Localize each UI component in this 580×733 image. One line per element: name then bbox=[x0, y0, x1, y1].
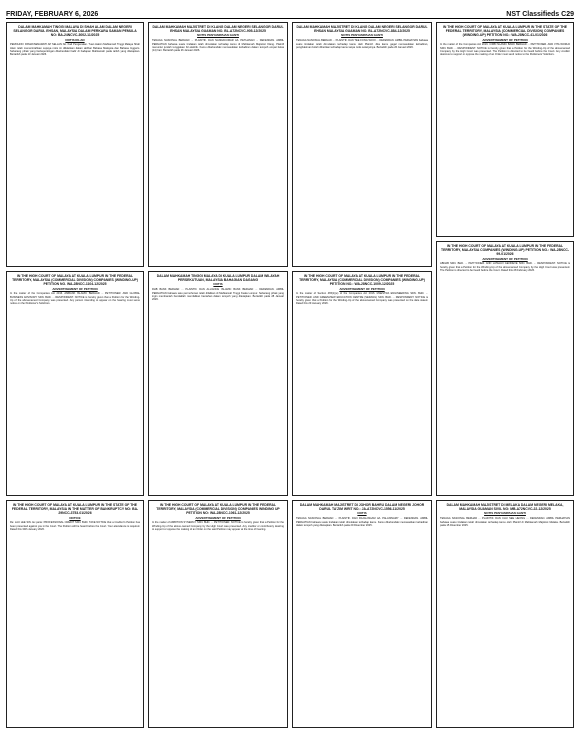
notice-body: In the matter of the Companies Act 2016. CIMB ISLAMIC BANK BERHAD ... PETITIONER. AND VITA WORLD SDN. BHD. ... RESPONDENT. NOTICE is hereby given that a Petition for the Winding-Up of the abovenamed Company by the High Court was presented. The Petition is directed to be heard before the Court. Any creditor desirous to support or oppose the making of an Order must send notice to the Petitioners' Solicitors. bbox=[440, 43, 570, 57]
page-header bbox=[6, 4, 574, 19]
legal-notice bbox=[148, 500, 288, 728]
notice-title: DALAM MAHKAMAH MAJISTRET DI JOHOR BAHRU DALAM NEGERI JOHOR DARUL TA'ZIM WRIT NO.: JA-A72NCVC-1556-11/2025 bbox=[299, 503, 425, 512]
notice-title: DALAM MAHKAMAH MAJISTRET DI KLANG DALAM NEGERI SELANGOR DARUL EHSAN MALAYSIA GUAMAN NO. BL-A72NCVC-884-12/2025 bbox=[296, 25, 428, 34]
notice-body: PEMOHON: PAMAKSENAWATI AP SELLAN No. Kad Pengenalan. Tuan Hakim Mahkamah Tinggi Malaya Shah Alam telah memerintahkan supaya notis ini diiklankan dalam akhbar Bahasa Malaysia dan Bahasa Inggeris. Sebarang pihak yang berkepentingan dikehendaki hadir di hadapan Mahkamah pada tarikh yang ditetapkan. Bertarikh pada 13 Januari 2026. bbox=[10, 43, 140, 57]
header-paper: NST Classifieds C29 bbox=[506, 11, 574, 18]
notice-title: IN THE HIGH COURT OF MALAYA AT KUALA LUMPUR IN THE STATE OF THE FEDERAL TERRITORY, MALAYSIA (COMMERCIAL DIVISION) COMPANIES (WINDING-UP) PETITION NO.: WA-28NCC-41-01/2026 bbox=[442, 25, 568, 38]
notice-body: TENAGA NASIONAL BERHAD ... PLAINTIF. DAN TEE FONG WOOI ... DEFENDAN. AMBIL PERHATIAN bahawa suatu tindakan telah dimulakan terhadap kamu oleh Plaintif. Jika kamu gagal memasukkan kehadiran, penghakiman boleh diberikan terhadap kamu tanpa notis selanjutnya. Bertarikh pada 26 Januari 2026. bbox=[296, 39, 428, 49]
notice-heading: NOTIS PENYAMPAIAN GANTI bbox=[341, 33, 383, 38]
notice-body: In the matter of the Companies Act 2016. AMBANK ISLAMIC BERHAD ... PETITIONER. AND GLOBAL BUSINESS ADVISORY SDN. BHD. ... RESPONDENT. NOTICE is hereby given that a Petition for the Winding-Up of the abovenamed Company was presented. Any person intending to appear on the hearing must serve notice on the Petitioner's Solicitors. bbox=[10, 292, 140, 306]
notice-body: In the matter of AMBITION SYNERGY SDN. BHD. ... PETITIONER. NOTICE is hereby given that a Petition for the Winding-Up of the above-named Company by the High Court was presented. Any creditor or contributory desiring to support or oppose the making of an Order on the said Petition may appear at the time of hearing. bbox=[152, 521, 284, 531]
notice-heading: NOTIS PENYAMPAIAN GANTI bbox=[484, 511, 526, 516]
notice-heading: ADVERTISEMENT OF PETITION bbox=[195, 515, 241, 520]
notice-title: DALAM MAHKAMAH TINGGI MALAYA DI KUALA LUMPUR DALAM WILAYAH PERSEKUTUAN, MALAYSIA BAHAGIAN DAGANG bbox=[156, 274, 280, 283]
legal-notice bbox=[292, 500, 432, 728]
notice-title: DALAM MAHKAMAH MAJISTRET DI MELAKA DALAM NEGERI MELAKA, MALAYSIA GUAMAN SIVIL NO: MB-A72NCVC-22-12/2025 bbox=[446, 503, 564, 512]
legal-notice bbox=[6, 22, 144, 267]
legal-notice bbox=[436, 22, 574, 237]
notice-title: DALAM MAHKAMAH MAJISTRET DI KLANG DALAM NEGERI SELANGOR DARUL EHSAN MALAYSIA GUAMAN NO. BL-A72NCVC-905-12/2025 bbox=[152, 25, 284, 34]
notice-body: Re: LAU LEE SIN. Ex parte: PROFESSIONAL CREDIT SDN. BHD. TAKE NOTICE that a Creditor's Petition has been presented against you in the Court. The Petition will be heard before the Court. Your attendance is required. Dated this 30th January 2026. bbox=[10, 521, 140, 531]
notice-body: In the matter of Section 465(1)(e) of the Companies Act 2016. MAESTRA ENGINEERING SDN. BHD. ... PETITIONER. AND GREENVIEW EDUCATION CENTRE (SERANG) SDN. BHD. ... RESPONDENT. NOTICE is hereby given that a Petition for the Winding-Up of the abovenamed Company was presented on the date stated. Dated this 29 January 2026. bbox=[296, 292, 428, 306]
notice-title: IN THE HIGH COURT OF MALAYA AT KUALA LUMPUR IN THE STATE OF THE FEDERAL TERRITORY, MALAYSIA IN THE MATTER OF BANKRUPTCY NO: BA-29NCC-3753-01/2026 bbox=[11, 503, 139, 516]
notice-body: ABNAB SDN. BHD. ... PETITIONER. AND LATEHUI GEODEVE SDN. BHD. ... RESPONDENT. NOTICE is hereby given that a Petition for the Winding-Up of the abovenamed Company by the High Court was presented. The Petition is directed to be heard before the Court. Dated this 28 February 2026. bbox=[440, 262, 570, 272]
notice-title: IN THE HIGH COURT OF MALAYA AT KUALA LUMPUR IN THE FEDERAL TERRITORY, MALAYSIA (COMMERCIAL DIVISION) COMPANIES (WINDING-UP) PETITION NO. WA-28NCC-1104-12/2025 bbox=[12, 274, 138, 287]
notice-heading: NOTIS bbox=[357, 511, 367, 516]
legal-notice bbox=[436, 500, 574, 728]
notice-heading: NOTIS IKLAN bbox=[65, 37, 85, 42]
legal-notice bbox=[292, 271, 432, 496]
notice-body: TENAGA NASIONAL BERHAD ... PLAINTIF. DAN RAJALINGAM A/L PALANISAMY ... DEFENDAN. AMBIL PERHATIAN bahawa suatu tindakan telah dimulakan terhadap kamu. Kamu dikehendaki memasukkan kehadiran dalam tempoh yang ditetapkan. Bertarikh pada 29 Disember 2025. bbox=[296, 517, 428, 527]
notice-heading: NOTICE bbox=[69, 515, 81, 520]
notice-body: TENAGA NASIONAL BERHAD ... PLAINTIF. DAN CHU SEE HEONG ... DEFENDAN. AMBIL PERHATIAN bahawa suatu tindakan telah dimulakan terhadap kamu oleh Plaintif di Mahkamah Majistret Melaka. Bertarikh pada 15 Disember 2025. bbox=[440, 517, 570, 527]
notice-heading: ADVERTISEMENT OF PETITION bbox=[339, 286, 385, 291]
notice-title: IN THE HIGH COURT OF MALAYA AT KUALA LUMPUR IN THE FEDERAL TERRITORY, MALAYSIA COMPANIES (WINDING-UP) PETITION NO.: WA-28NCC-99-01/2026 bbox=[441, 244, 569, 257]
notice-title: DALAM MAHKAMAH TINGGI MALAYA DI SHAH ALAM DALAM NEGERI SELANGOR DARUL EHSAN, MALAYSIA DALAM PERKARA SAMAN PEMULA NO: BA-24NCVC-3002-11/2025 bbox=[13, 25, 137, 38]
notice-heading: ADVERTISEMENT OF PETITION bbox=[482, 256, 528, 261]
legal-notice bbox=[6, 271, 144, 496]
notice-heading: NOTIS PENYAMPAIAN GANTI bbox=[197, 33, 239, 38]
legal-notice bbox=[6, 500, 144, 728]
legal-notice bbox=[148, 22, 288, 267]
legal-notice bbox=[148, 271, 288, 496]
legal-notice bbox=[292, 22, 432, 267]
notice-body: RHB BANK BERHAD ... PLAINTIF. DAN ALLIANCE ISLAMIC BANK BERHAD ... DEFENDAN. AMBIL PERHATIAN bahawa satu permohonan telah difailkan di Mahkamah Tinggi Kuala Lumpur. Sebarang pihak yang ingin membantah hendaklah memfailkan bantahan dalam tempoh yang ditetapkan. Bertarikh pada 28 Januari 2026. bbox=[152, 288, 284, 302]
legal-notice bbox=[436, 241, 574, 496]
notice-heading: ADVERTISEMENT OF PETITION bbox=[482, 37, 528, 42]
notices-grid bbox=[6, 22, 574, 728]
header-date: FRIDAY, FEBRUARY 6, 2026 bbox=[6, 11, 99, 18]
notice-title: IN THE HIGH COURT OF MALAYA AT KUALA LUMPUR IN THE FEDERAL TERRITORY, MALAYSIA (COMMERCIAL DIVISION) COMPANIES WINDING UP PETITION NO: WA-28NCC-1061-12/2025 bbox=[156, 503, 280, 516]
notice-title: IN THE HIGH COURT OF MALAYA AT KUALA LUMPUR IN THE FEDERAL TERRITORY, MALAYSIA (COMMERCIAL DIVISION) COMPANIES (WINDING-UP) PETITION NO.: WA-28NCC-1009-12/2025 bbox=[299, 274, 425, 287]
notice-body: TENAGA NASIONAL BERHAD ... PLAINTIF. DAN NANDAKUMAR A/L PETHANAN ... DEFENDAN. AMBIL PERHATIAN bahawa suatu tindakan telah dimulakan terhadap kamu di Mahkamah Majistret Klang. Plaintif menuntut jumlah tunggakan bil elektrik. Kamu dikehendaki memasukkan kehadiran dalam tempoh empat belas (14) hari. Bertarikh pada 26 Januari 2026. bbox=[152, 39, 284, 53]
notice-heading: ADVERTISEMENT OF PETITION bbox=[52, 286, 98, 291]
notice-heading: NOTIS bbox=[213, 282, 223, 287]
